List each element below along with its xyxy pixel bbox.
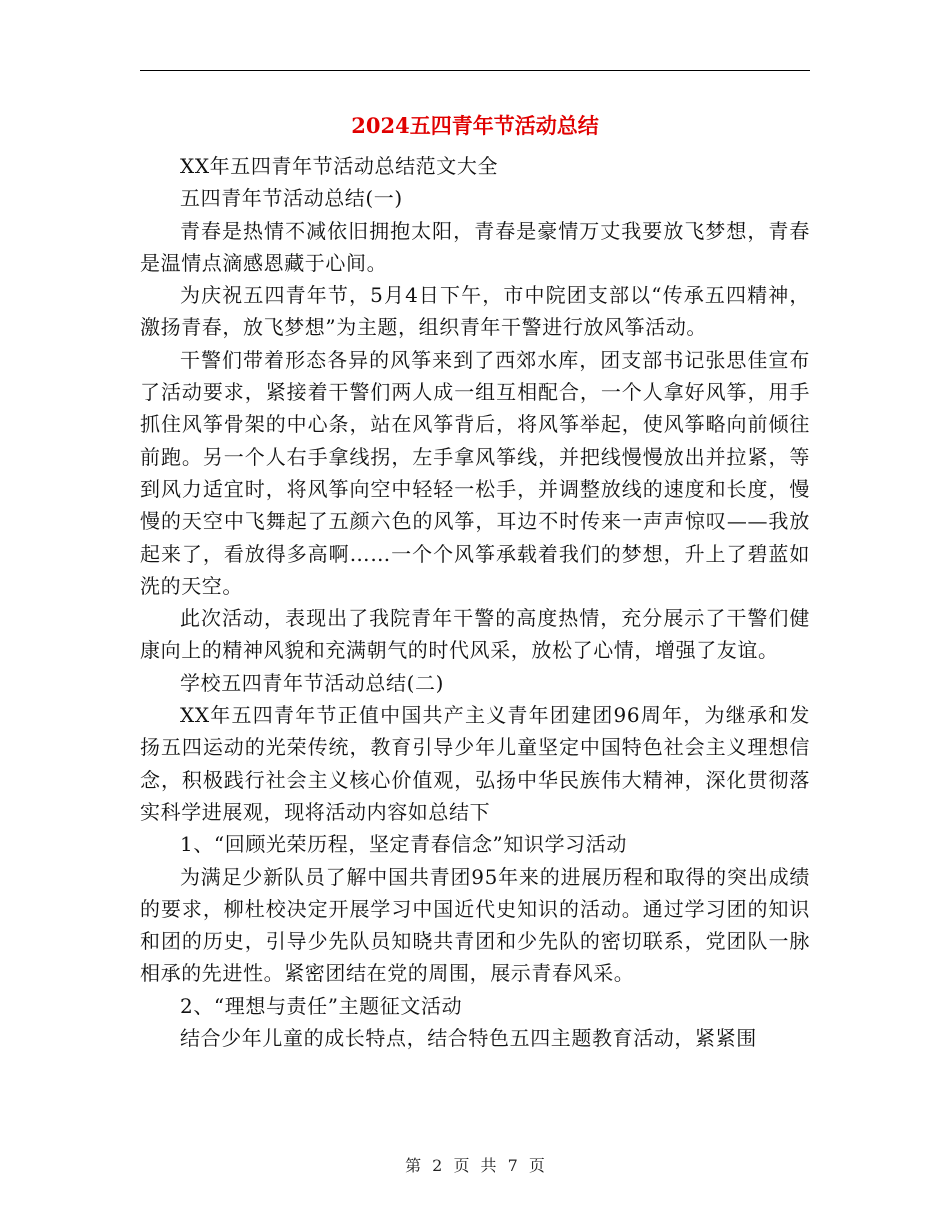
document-title: 2024五四青年节活动总结 xyxy=(351,113,599,138)
subsection-heading: 2、“理想与责任”主题征文活动 xyxy=(180,993,463,1018)
header-rule xyxy=(140,70,810,71)
paragraph: 为庆祝五四青年节，5月4日下午，市中院团支部以“传承五四精神，激扬青春，放飞梦想”为主题，组织青年干警进行放风筝活动。 xyxy=(140,283,810,340)
paragraph: 青春是热情不减依旧拥抱太阳，青春是豪情万丈我要放飞梦想，青春是温情点滴感恩藏于心间。 xyxy=(140,218,810,275)
paragraph: 为满足少新队员了解中国共青团95年来的进展历程和取得的突出成绩的要求，柳杜校决定开展学习中国近代史知识的活动。通过学习团的知识和团的历史，引导少先队员知晓共青团和少先队的密切联系，党团队一脉相承的先进性。紧密团结在党的周围，展示青春风采。 xyxy=(140,864,810,986)
paragraph: 干警们带着形态各异的风筝来到了西郊水库，团支部书记张思佳宣布了活动要求，紧接着干警们两人成一组互相配合，一个人拿好风筝，用手抓住风筝骨架的中心条，站在风筝背后，将风筝举起，使风筝略向前倾往前跑。另一个人右手拿线拐，左手拿风筝线，并把线慢慢放出并拉紧，等到风力适宜时，将风筝向空中轻轻一松手，并调整放线的速度和长度，慢慢的天空中飞舞起了五颜六色的风筝，耳边不时传来一声声惊叹——我放起来了，看放得多高啊……一个个风筝承载着我们的梦想，升上了碧蓝如洗的天空。 xyxy=(140,347,810,598)
document-body xyxy=(140,150,810,1054)
paragraph: 此次活动，表现出了我院青年干警的高度热情，充分展示了干警们健康向上的精神风貌和充满朝气的时代风采，放松了心情，增强了友谊。 xyxy=(140,606,810,663)
paragraph: XX年五四青年节正值中国共产主义青年团建团96周年，为继承和发扬五四运动的光荣传统，教育引导少年儿童坚定中国特色社会主义理想信念，积极践行社会主义核心价值观，弘扬中华民族伟大精神，深化贯彻落实科学进展观，现将活动内容如总结下 xyxy=(140,703,810,824)
paragraph: 结合少年儿童的成长特点，结合特色五四主题教育活动，紧紧围 xyxy=(180,1026,757,1051)
section-heading: 学校五四青年节活动总结(二) xyxy=(180,670,445,695)
section-heading: 五四青年节活动总结(一) xyxy=(180,186,403,211)
subsection-heading: 1、“回顾光荣历程，坚定青春信念”知识学习活动 xyxy=(180,832,627,857)
page-number: 第 2 页 共 7 页 xyxy=(405,1156,545,1175)
paragraph: XX年五四青年节活动总结范文大全 xyxy=(180,154,499,178)
